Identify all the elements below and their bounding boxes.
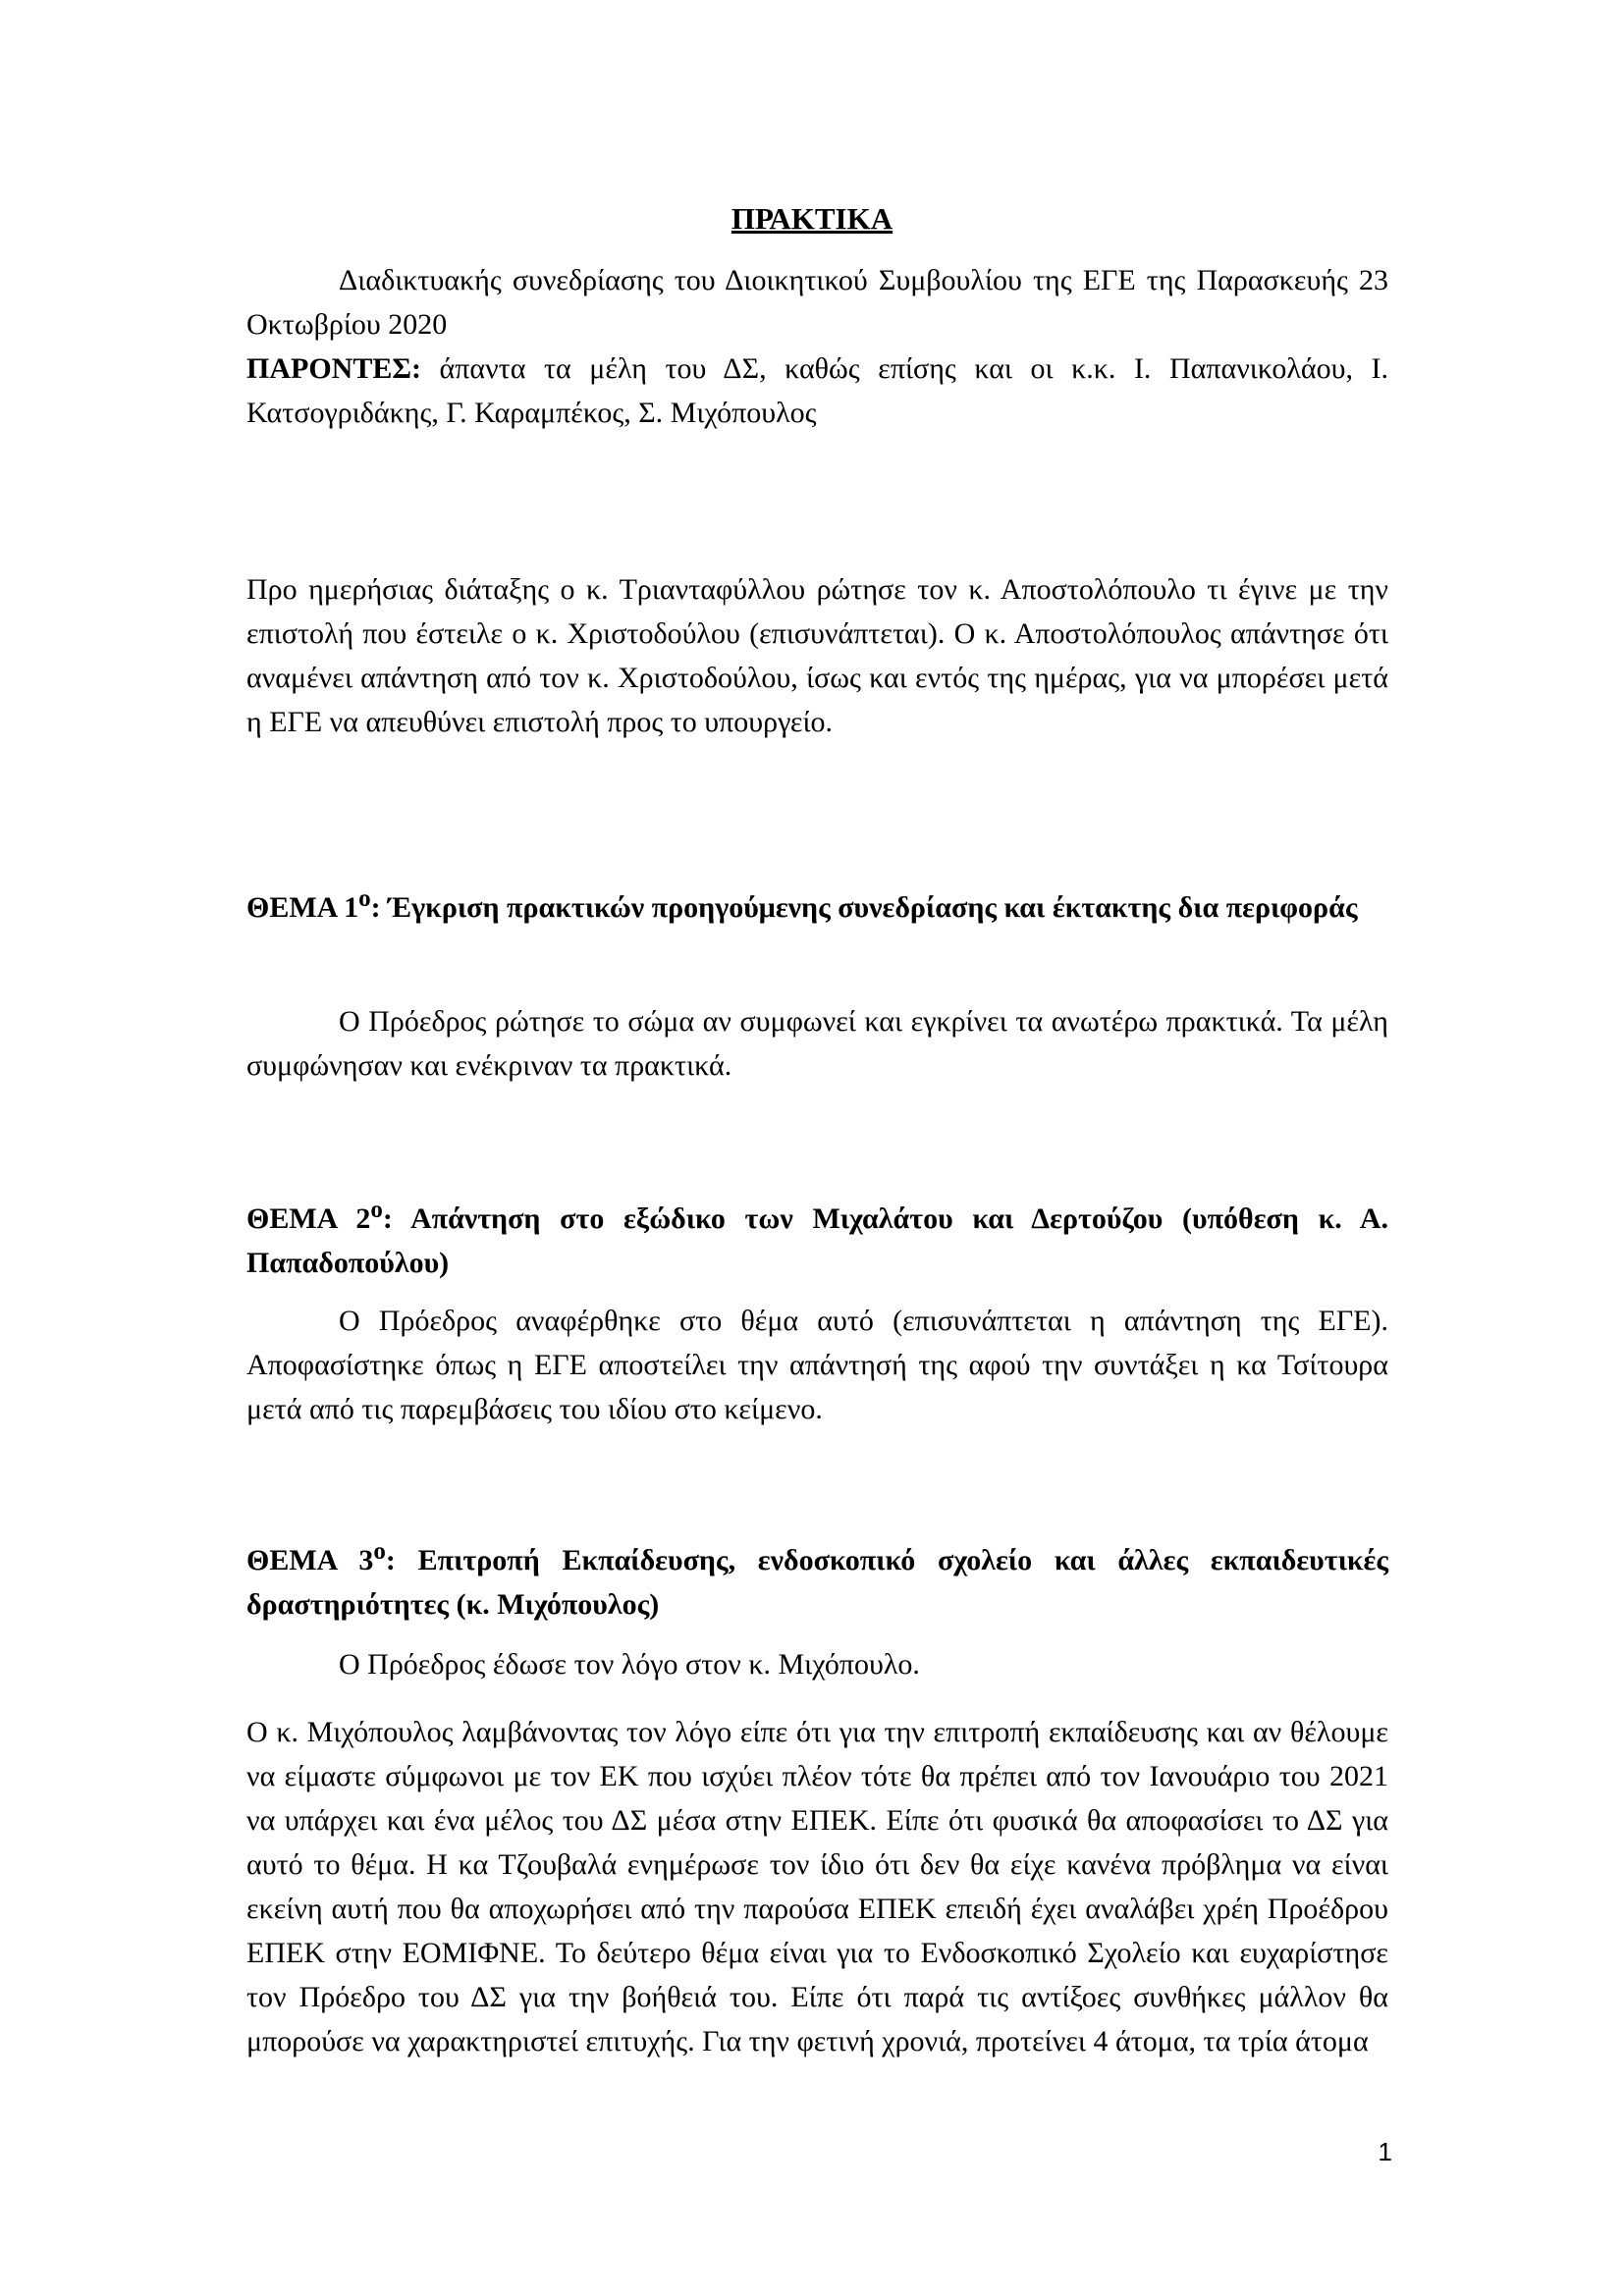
topic-3-label: ΘΕΜΑ $3^o$: (246, 1538, 396, 1576)
topic-1-title: Έγκριση πρακτικών προηγούμενης συνεδρίασης και έκτακτης δια περιφοράς (380, 891, 1358, 924)
topic-2-label: ΘΕΜΑ $2^o$: (246, 1197, 393, 1235)
topic-2-title: Απάντηση στο εξώδικο των Μιχαλάτου και Δερτούζου (υπόθεση κ. Α. Παπαδοπούλου) (246, 1202, 1389, 1279)
topic-1-paragraph: Ο Πρόεδρος ρώτησε το σώμα αν συμφωνεί και εγκρίνει τα ανωτέρω πρακτικά. Τα μέλη συμφώνησαν και ενέκριναν τα πρακτικά. (246, 1005, 1388, 1082)
topic-3-paragraph-2: Ο κ. Μιχόπουλος λαμβάνοντας τον λόγο είπε ότι για την επιτροπή εκπαίδευσης και αν θέλουμε να είμαστε σύμφωνοι με τον ΕΚ που ισχύει πλέον τότε θα πρέπει από τον Ιανουάριο του 2021 να υπάρχει και ένα μέλος του ΔΣ μέσα στην ΕΠΕΚ. Είπε ότι φυσικά θα αποφασίσει το ΔΣ για αυτό το θέμα. Η κα Τζουβαλά ενημέρωσε τον ίδιο ότι δεν θα είχε κανένα πρόβλημα να είναι εκείνη αυτή που θα αποχωρήσει από την παρούσα ΕΠΕΚ επειδή έχει αναλάβει χρέη Προέδρου ΕΠΕΚ στην ΕΟΜΙΦΝΕ. Το δεύτερο θέμα είναι για το Ενδοσκοπικό Σχολείο και ευχαρίστησε τον Πρόεδρο του ΔΣ για την βοήθειά του. Είπε ότι παρά τις αντίξοες συνθήκες μάλλον θα μπορούσε να χαρακτηριστεί επιτυχής. Για την φετινή χρονιά, προτείνει 4 άτομα, τα τρία άτομα (246, 1716, 1388, 2057)
topic-3-title: Επιτροπή Εκπαίδευσης, ενδοσκοπικό σχολείο και άλλες εκπαιδευτικές δραστηριότητες (κ. Μιχόπουλος) (246, 1544, 1389, 1621)
topic-1-label: ΘΕΜΑ $1^o$: (246, 885, 381, 924)
attendees-text: άπαντα τα μέλη του ΔΣ, καθώς επίσης και οι κ.κ. Ι. Παπανικολάου, Ι. Κατσογριδάκης, Γ. Καραμπέκος, Σ. Μιχόπουλος (246, 352, 1388, 429)
preamble-paragraph: Προ ημερήσιας διάταξης ο κ. Τριανταφύλλου ρώτησε τον κ. Αποστολόπουλο τι έγινε με την επιστολή που έστειλε ο κ. Χριστοδούλου (επισυνάπτεται). Ο κ. Αποστολόπουλος απάντησε ότι αναμένει απάντηση από τον κ. Χριστοδούλου, ίσως και εντός της ημέρας, για να μπορέσει μετά η ΕΓΕ να απευθύνει επιστολή προς το υπουργείο. (246, 573, 1388, 738)
topic-3-paragraph-1: Ο Πρόεδρος έδωσε τον λόγο στον κ. Μιχόπουλο. (339, 1648, 920, 1681)
attendees (246, 347, 1388, 435)
topic-2-paragraph: Ο Πρόεδρος αναφέρθηκε στο θέμα αυτό (επισυνάπτεται η απάντηση της ΕΓΕ). Αποφασίστηκε όπως η ΕΓΕ αποστείλει την απάντησή της αφού την συντάξει η κα Τσίτουρα μετά από τις παρεμβάσεις του ιδίου στο κείμενο. (246, 1305, 1388, 1425)
page-number: 1 (1378, 2137, 1392, 2166)
attendees-label: ΠΑΡΟΝΤΕΣ: (246, 352, 421, 385)
topic-2-heading (246, 1188, 1388, 1285)
session-description: Διαδικτυακής συνεδρίασης του Διοικητικού Συμβουλίου της ΕΓΕ της Παρασκευής 23 Οκτωβρίου 2020 (246, 264, 1388, 341)
topic-1-heading (246, 877, 1388, 930)
topic-3-heading (246, 1529, 1388, 1627)
document-title: ΠΡΑΚΤΙΚΑ (731, 201, 893, 236)
